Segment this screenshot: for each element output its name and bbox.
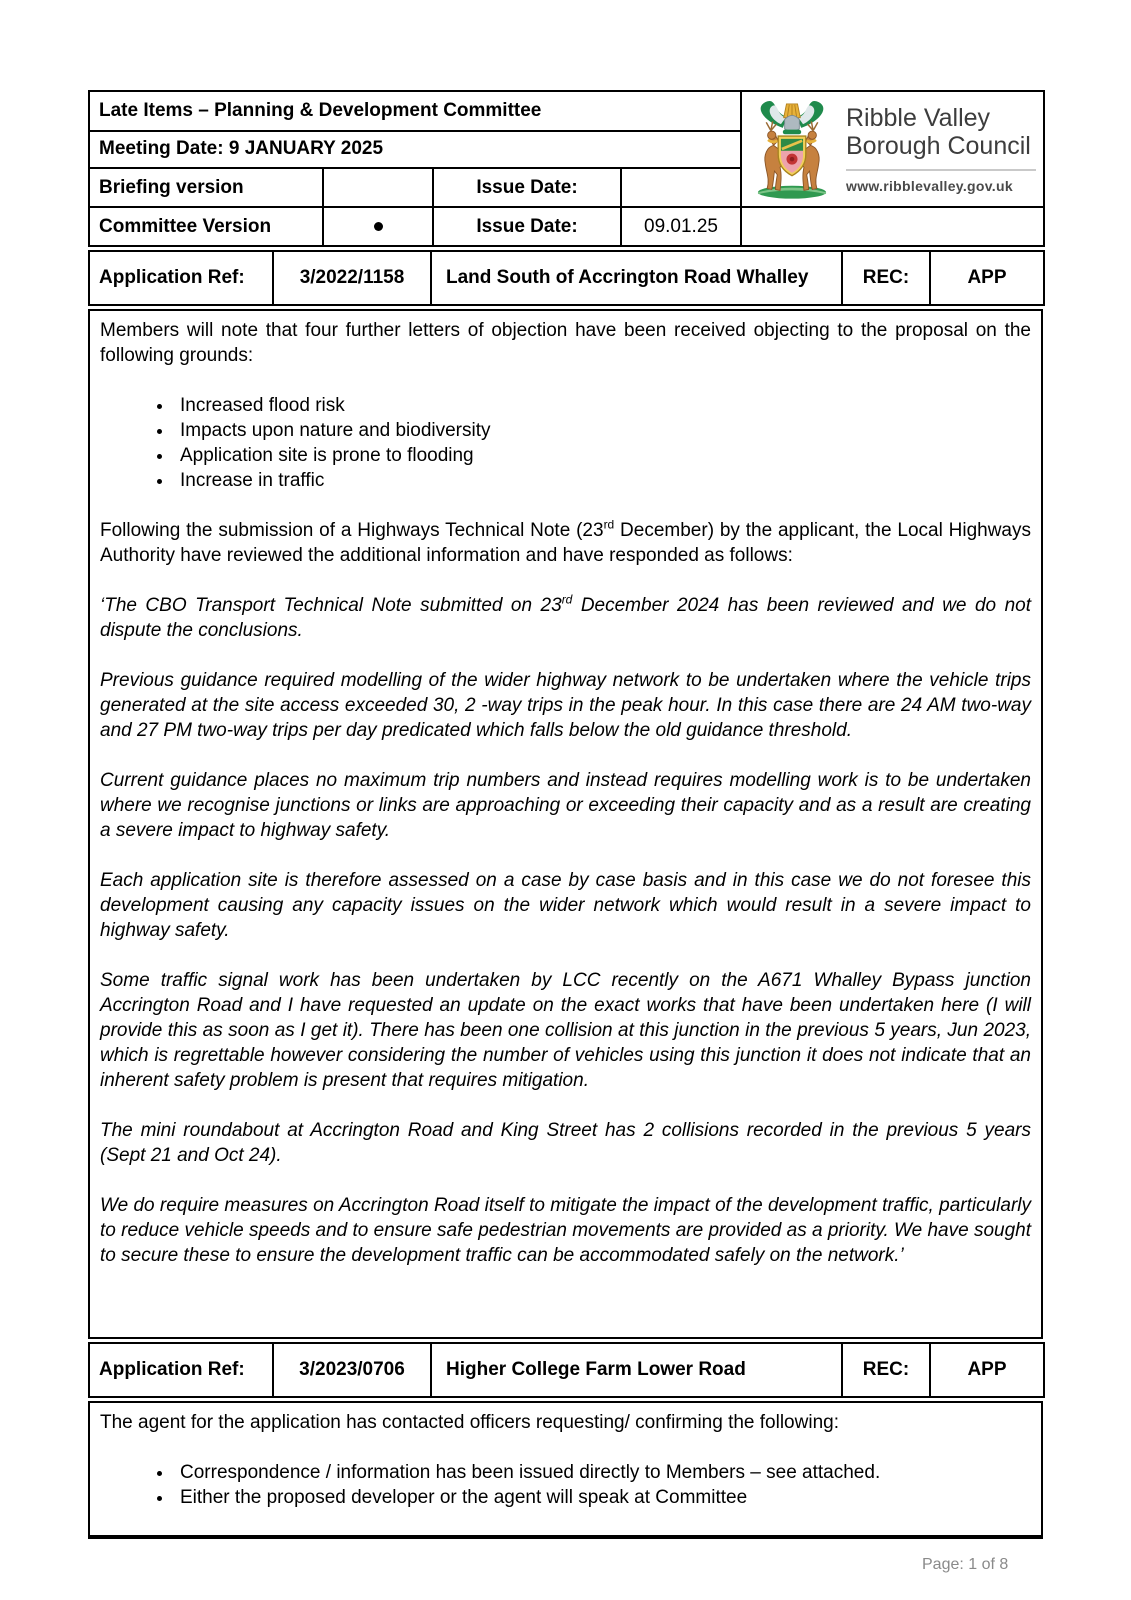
objection-item: • Application site is prone to flooding [174, 443, 1031, 468]
agent-intro-paragraph: The agent for the application has contacted officers requesting/ confirming the following: [100, 1412, 839, 1433]
application-ref-value: 3/2023/0706 [273, 1343, 431, 1397]
agent-point-item: • Correspondence / information has been issued directly to Members – see attached. [174, 1460, 1031, 1485]
rec-label: REC: [842, 1343, 930, 1397]
lha-quote-paragraph-3: Current guidance places no maximum trip numbers and instead requires modelling work is to be undertaken where we recognise junctions or links are approaching or exceeding their capacity and as a result are creating a severe impact to highway safety. [100, 770, 1031, 841]
highways-note-paragraph [100, 518, 1031, 568]
page-number: Page: 1 of 8 [922, 1556, 1009, 1573]
objection-item: • Increase in traffic [174, 468, 1031, 493]
rec-label: REC: [842, 251, 930, 305]
committee-issue-date-label: Issue Date: [433, 207, 621, 246]
council-name-line2: Borough Council [846, 132, 1031, 160]
council-logo [741, 91, 1044, 207]
logo-divider [846, 169, 1036, 171]
application-site-address: Higher College Farm Lower Road [431, 1343, 842, 1397]
text-segment: December) by the applicant, the Local Highways Authority have reviewed the additional information and have responded as follows: [100, 520, 1031, 566]
council-name-line1: Ribble Valley [846, 104, 991, 132]
application-ref-value: 3/2022/1158 [273, 251, 431, 305]
application-site-address: Land South of Accrington Road Whalley [431, 251, 842, 305]
application-2-ref-table [88, 1342, 1045, 1398]
briefing-version-marker-cell [323, 168, 433, 207]
committee-version-label: Committee Version [89, 207, 323, 246]
briefing-version-label: Briefing version [89, 168, 323, 207]
text-segment: December 2024 has been reviewed and we do not dispute the conclusions. [100, 595, 1031, 641]
application-ref-label: Application Ref: [89, 1343, 273, 1397]
lha-quote-paragraph-5: Some traffic signal work has been undertaken by LCC recently on the A671 Whalley Bypass junction Accrington Road and I have requested an update on the exact works that have been undertaken here (I will provide this as soon as I get it). There has been one collision at this junction in the previous 5 years, Jun 2023, which is regrettable however considering the number of vehicles using this junction it does not indicate that an inherent safety problem is present that requires mitigation. [100, 970, 1031, 1091]
selected-marker-dot-icon [374, 222, 383, 231]
ordinal-superscript: rd [603, 517, 615, 532]
document-title: Late Items – Planning & Development Committee [89, 91, 741, 131]
committee-late-items-document [88, 90, 1043, 1539]
text-segment: Following the submission of a Highways Technical Note (23 [100, 520, 604, 541]
council-website: www.ribblevalley.gov.uk [846, 178, 1013, 194]
objections-intro-paragraph: Members will note that four further letters of objection have been received objecting to the proposal on the following grounds: [100, 320, 1031, 366]
council-logo-text [846, 104, 1036, 194]
lha-quote-paragraph-2: Previous guidance required modelling of the wider highway network to be undertaken where the vehicle trips generated at the site access exceeded 30, 2 -way trips in the peak hour. In this case there are 24 AM two-way and 27 PM two-way trips per day predicated which falls below the old guidance threshold. [100, 670, 1031, 741]
meeting-date: Meeting Date: 9 JANUARY 2025 [89, 131, 741, 169]
application-2-late-item-body [88, 1401, 1043, 1539]
agent-point-item: • Either the proposed developer or the agent will speak at Committee [174, 1485, 1031, 1510]
rec-value: APP [930, 1343, 1044, 1397]
lha-quote-paragraph-6: The mini roundabout at Accrington Road and King Street has 2 collisions recorded in the previous 5 years (Sept 21 and Oct 24). [100, 1120, 1031, 1166]
briefing-issue-date-value [621, 168, 741, 207]
agent-points-list [100, 1460, 1031, 1510]
text-segment: ‘The CBO Transport Technical Note submitted on 23 [100, 595, 562, 616]
objection-item: • Increased flood risk [174, 393, 1031, 418]
header-table [88, 90, 1045, 247]
coat-of-arms-icon [746, 96, 838, 202]
lha-quote-paragraph-1 [100, 593, 1031, 643]
application-1-ref-table [88, 250, 1045, 306]
committee-issue-date-value: 09.01.25 [621, 207, 741, 246]
application-ref-label: Application Ref: [89, 251, 273, 305]
lha-quote-paragraph-4: Each application site is therefore assessed on a case by case basis and in this case we do not foresee this development causing any capacity issues on the wider network which would result in a severe impact to highway safety. [100, 870, 1031, 941]
lha-quote-paragraph-7: We do require measures on Accrington Road itself to mitigate the impact of the development traffic, particularly to reduce vehicle speeds and to ensure safe pedestrian movements are provided as a priority. We have sought to secure these to ensure the development traffic can be accommodated safely on the network.’ [100, 1195, 1031, 1266]
objection-item: • Impacts upon nature and biodiversity [174, 418, 1031, 443]
application-1-late-item-body [88, 309, 1043, 1339]
empty-cell [741, 207, 1044, 246]
briefing-issue-date-label: Issue Date: [433, 168, 621, 207]
ordinal-superscript: rd [561, 592, 573, 607]
committee-version-marker-cell [323, 207, 433, 246]
rec-value: APP [930, 251, 1044, 305]
objection-grounds-list [100, 393, 1031, 493]
